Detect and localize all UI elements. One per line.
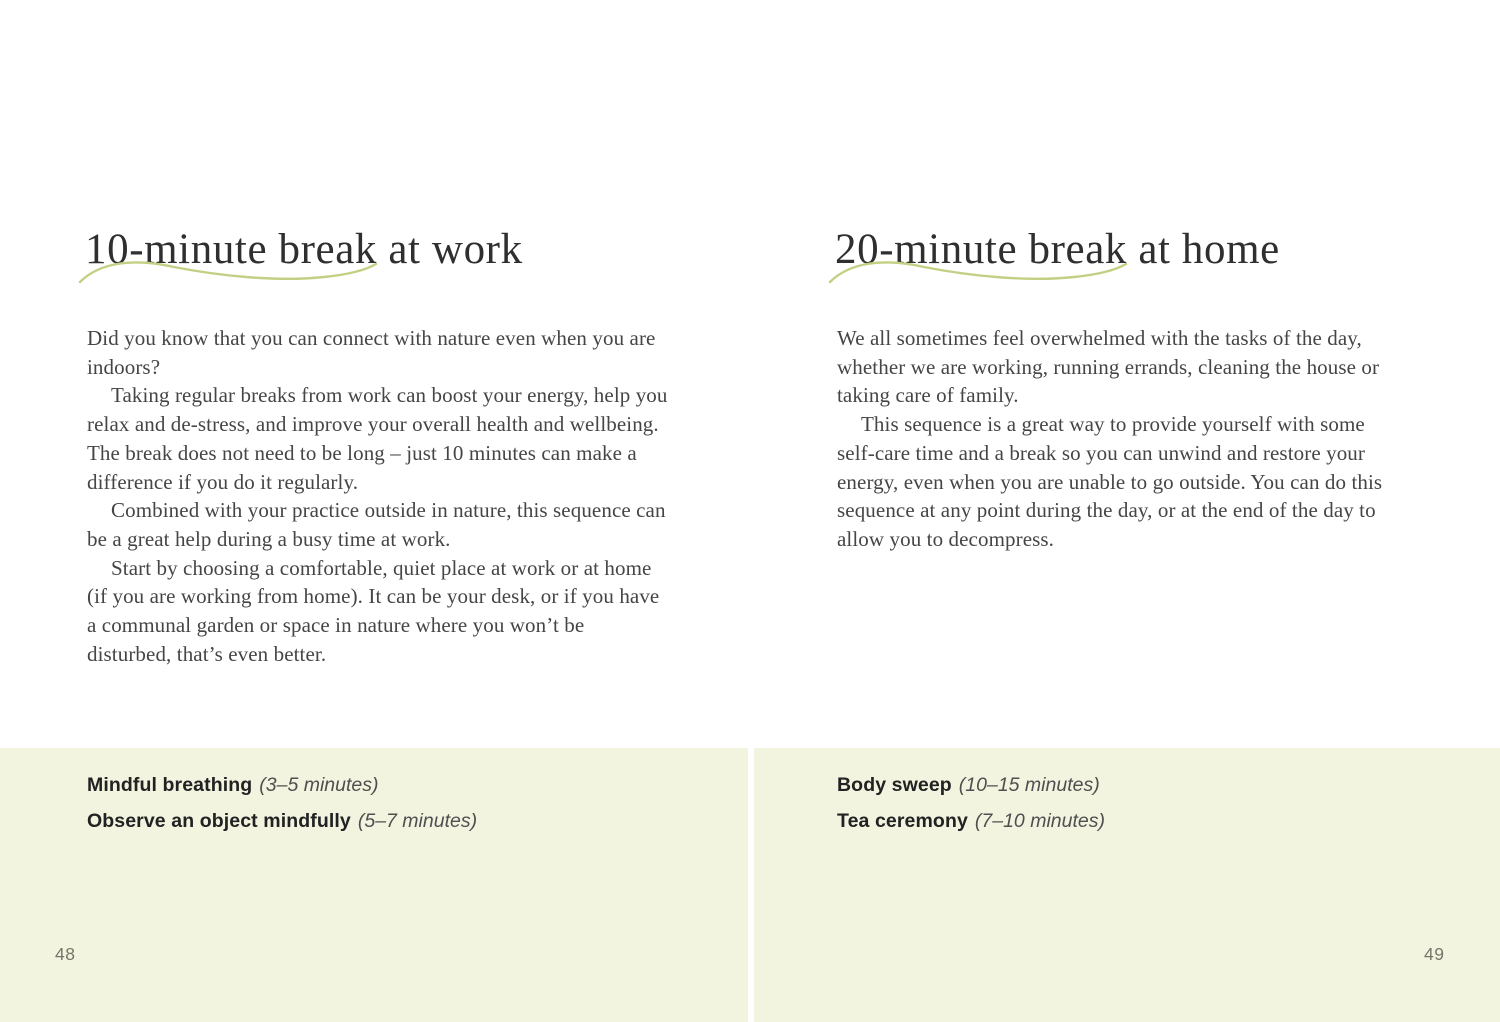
right-page-body: [837, 324, 1405, 554]
exercise-duration: (10–15 minutes): [958, 774, 1100, 796]
exercise-row: [837, 809, 1105, 845]
squiggle-divider-icon: [828, 254, 1128, 288]
exercise-row: [87, 809, 477, 845]
exercise-duration: (3–5 minutes): [259, 774, 379, 796]
body-paragraph: Start by choosing a comfortable, quiet place at work or at home (if you are working from home). It can be your desk, or if you have a communal garden or space in nature where you won’t be disturbed, that’s even better.: [87, 555, 660, 666]
exercise-name: Mindful breathing: [87, 774, 253, 796]
left-page-number: 48: [55, 944, 76, 964]
exercise-name: Body sweep: [837, 774, 952, 796]
left-page-body: [87, 324, 669, 668]
right-exercise-list: [837, 773, 1105, 845]
body-paragraph: Did you know that you can connect with nature even when you are indoors?: [87, 326, 656, 379]
body-paragraph: Combined with your practice outside in nature, this sequence can be a great help during a busy time at work.: [87, 498, 666, 551]
left-page-title: 10-minute break at work: [85, 225, 523, 273]
left-exercise-list: [87, 773, 477, 845]
exercise-row: [87, 773, 477, 809]
exercise-row: [837, 773, 1105, 809]
squiggle-divider-icon: [78, 254, 378, 288]
exercise-duration: (7–10 minutes): [974, 810, 1105, 832]
exercise-name: Observe an object mindfully: [87, 810, 351, 832]
exercise-duration: (5–7 minutes): [357, 810, 478, 832]
body-paragraph: We all sometimes feel overwhelmed with the tasks of the day, whether we are working, running errands, cleaning the house or taking care of family.: [837, 326, 1380, 408]
body-paragraph: Taking regular breaks from work can boost your energy, help you relax and de-stress, and improve your overall health and wellbeing. The break does not need to be long – just 10 minutes can make a difference if you do it regularly.: [87, 383, 668, 494]
page-gutter: [748, 748, 754, 1022]
right-page-number: 49: [1424, 944, 1445, 964]
right-page-title: 20-minute break at home: [835, 225, 1280, 273]
exercise-name: Tea ceremony: [837, 810, 968, 832]
body-paragraph: This sequence is a great way to provide yourself with some self-care time and a break so you can unwind and restore your energy, even when you are unable to go outside. You can do this sequence at any point during the day, or at the end of the day to allow you to decompress.: [837, 412, 1383, 551]
